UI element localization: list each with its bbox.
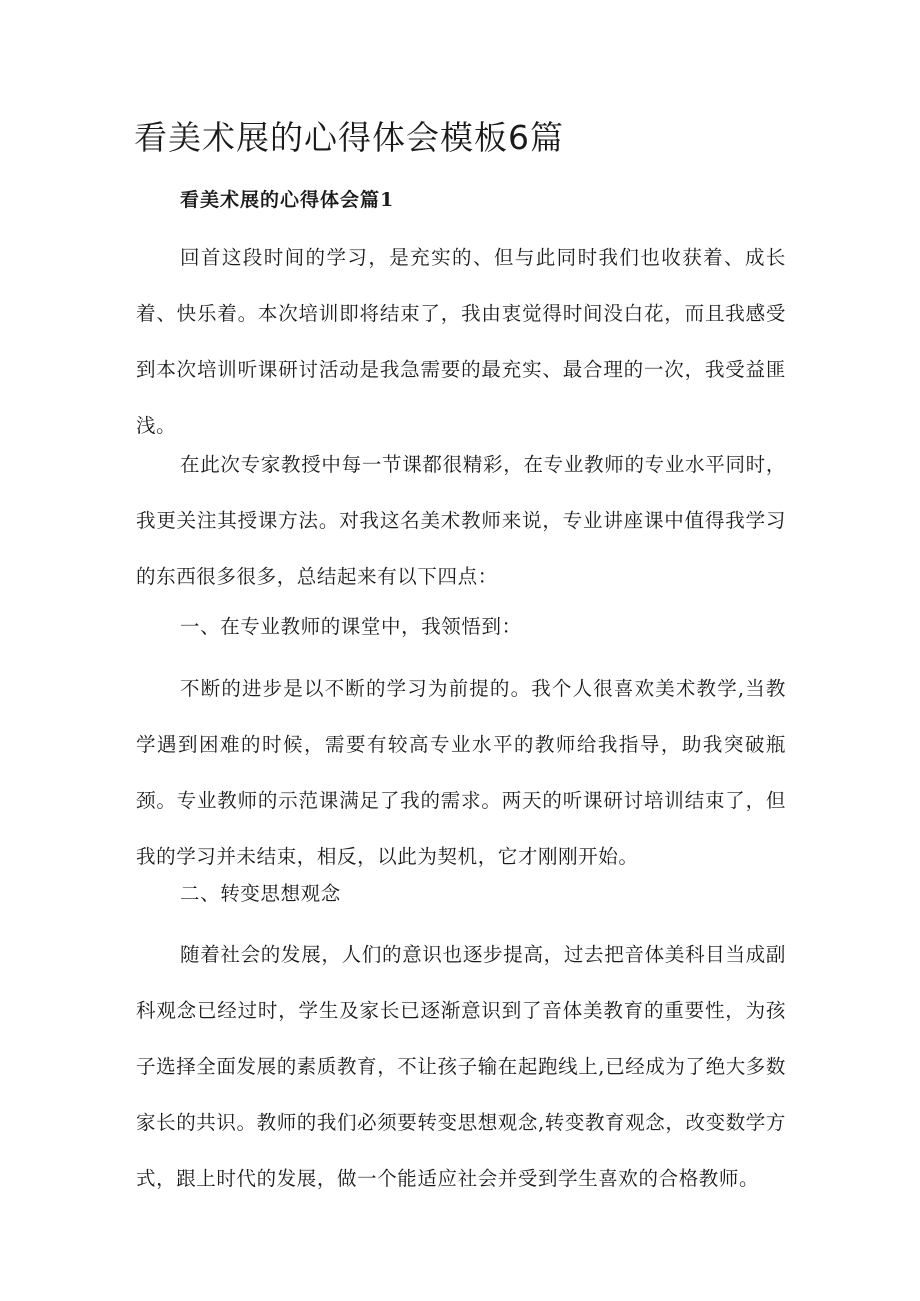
point-heading-1: 一、在专业教师的课堂中，我领悟到： [180, 615, 522, 638]
document-title: 看美术展的心得体会模板6篇 [134, 118, 564, 157]
paragraph-2: 在此次专家教授中每一节课都很精彩，在专业教师的专业水平同时，我更关注其授课方法。对我这名美术教师来说，专业讲座课中值得我学习的东西很多很多，总结起来有以下四点： [136, 453, 786, 588]
paragraph-1: 回首这段时间的学习，是充实的、但与此同时我们也收获着、成长着、快乐着。本次培训即将结束了，我由衷觉得时间没白花，而且我感受到本次培训听课研讨活动是我急需要的最充实、最合理的一次，我受益匪浅。 [136, 246, 786, 437]
paragraph-3: 不断的进步是以不断的学习为前提的。我个人很喜欢美术教学,当教学遇到困难的时候，需要有较高专业水平的教师给我指导，助我突破瓶颈。专业教师的示范课满足了我的需求。两天的听课研讨培训结束了，但我的学习并未结束，相反，以此为契机，它才刚刚开始。 [136, 677, 786, 868]
paragraph-4: 随着社会的发展，人们的意识也逐步提高，过去把音体美科目当成副科观念已经过时，学生及家长已逐渐意识到了音体美教育的重要性，为孩子选择全面发展的素质教育，不让孩子输在起跑线上,已经成为了绝大多数家长的共识。教师的我们必须要转变思想观念,转变教育观念，改变数学方式，跟上时代的发展，做一个能适应社会并受到学生喜欢的合格教师。 [136, 943, 786, 1190]
point-heading-2: 二、转变思想观念 [180, 882, 341, 905]
section-heading: 看美术展的心得体会篇1 [180, 189, 395, 211]
